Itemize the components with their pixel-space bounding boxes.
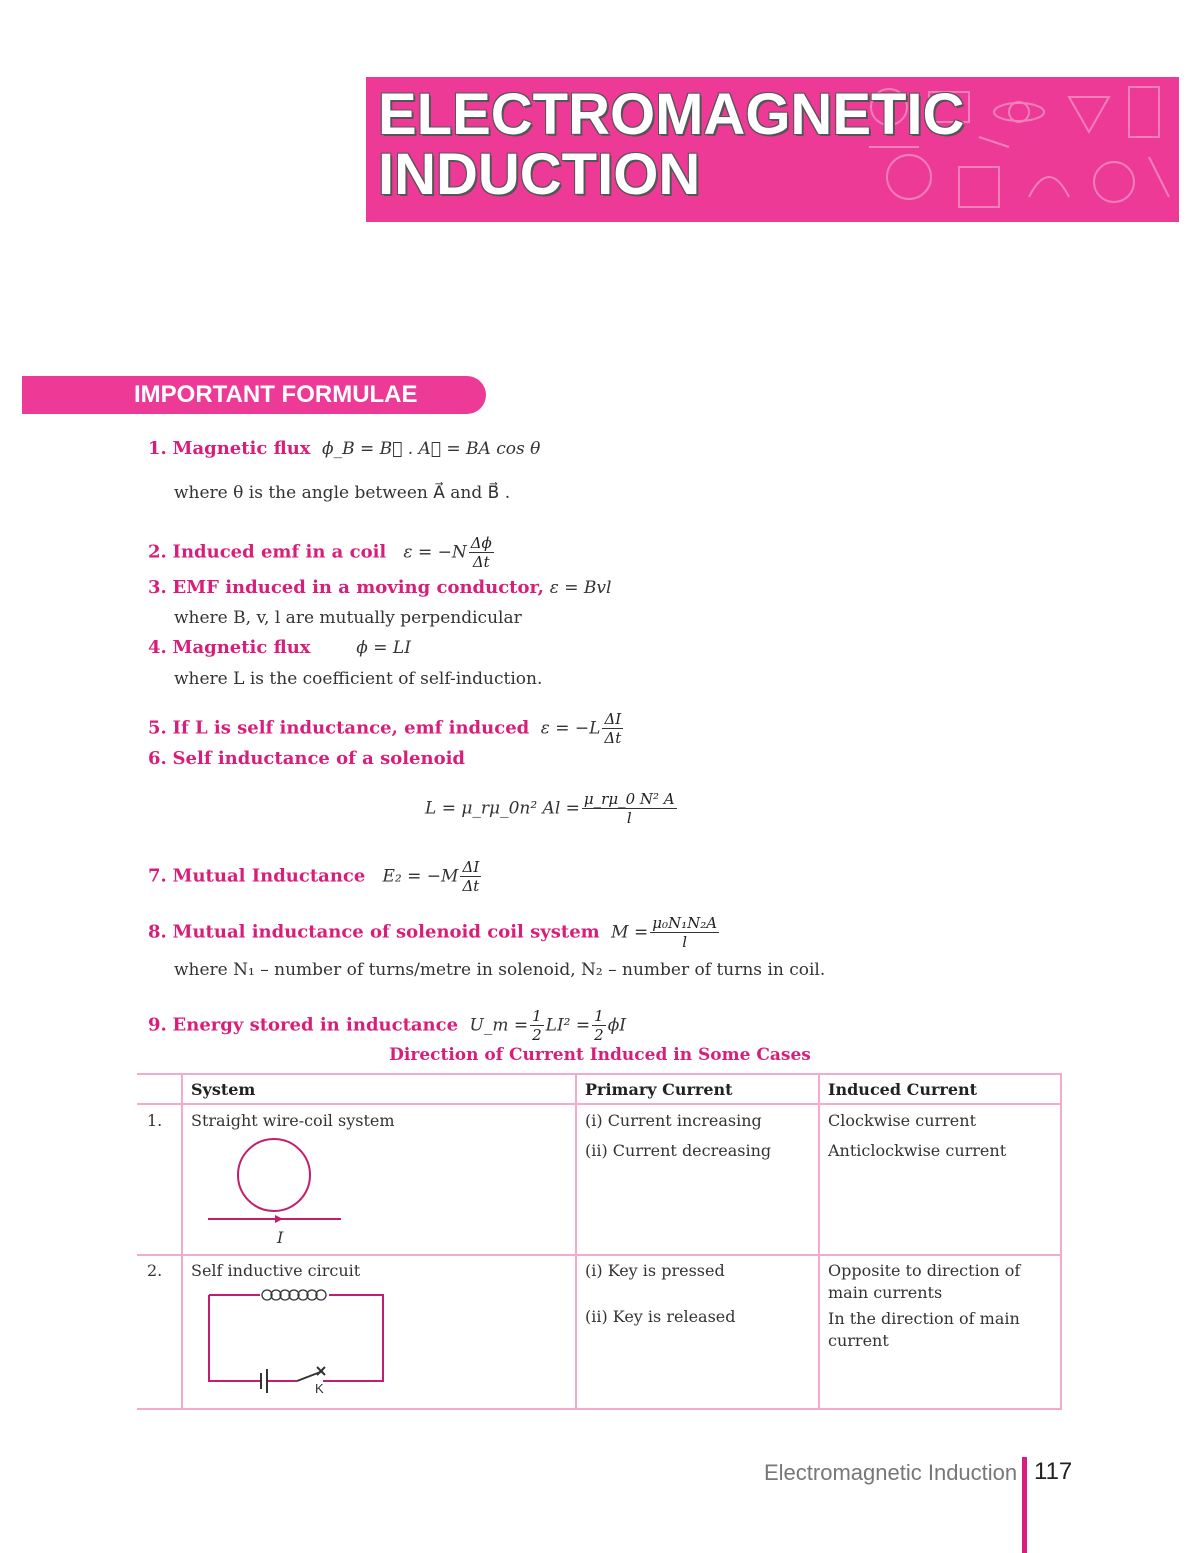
formula-equation: E₂ = −M xyxy=(382,866,459,887)
denominator: Δt xyxy=(604,729,622,747)
formula-8 xyxy=(148,914,721,951)
induced-current-1: Opposite to direction of main currents xyxy=(828,1261,1021,1302)
formula-8-note: where N₁ – number of turns/metre in solenoid, N₂ – number of turns in coil. xyxy=(174,960,826,980)
footer-accent-bar xyxy=(1022,1457,1027,1553)
section-heading-pill xyxy=(22,376,486,414)
formula-number: 9. xyxy=(148,1014,167,1036)
table-caption: Direction of Current Induced in Some Cases xyxy=(389,1045,811,1065)
formula-2 xyxy=(148,534,496,571)
numerator: 1 xyxy=(594,1007,604,1025)
formula-title: EMF induced in a moving conductor, xyxy=(172,577,544,598)
formula-equation: ϕ = LI xyxy=(356,638,411,658)
numerator: 1 xyxy=(532,1007,542,1025)
formula-equation: L = μ_rμ_0n² Al = xyxy=(425,798,580,819)
formula-number: 7. xyxy=(148,865,167,887)
footer-chapter-name: Electromagnetic Induction xyxy=(764,1460,1018,1485)
formula-title: Mutual inductance of solenoid coil system xyxy=(172,921,600,943)
chapter-title-line-2: INDUCTION xyxy=(378,142,701,207)
formula-5 xyxy=(148,710,625,747)
denominator: l xyxy=(626,809,632,827)
primary-current-1: (i) Key is pressed xyxy=(585,1261,725,1280)
formula-title: Magnetic flux xyxy=(172,438,311,459)
formula-number: 2. xyxy=(148,541,167,563)
row-system: Self inductive circuit xyxy=(191,1261,361,1280)
fraction xyxy=(592,1007,606,1044)
fraction xyxy=(530,1007,544,1044)
formula-equation-end: ϕI xyxy=(607,1015,626,1036)
formula-equation: ε = −L xyxy=(540,718,601,739)
section-heading: IMPORTANT FORMULAE xyxy=(134,381,418,408)
formula-equation: ε = Bvl xyxy=(549,578,612,598)
table-column-divider xyxy=(818,1073,820,1410)
formula-number: 8. xyxy=(148,921,167,943)
formula-7 xyxy=(148,858,483,895)
fraction xyxy=(582,790,677,827)
formula-3-note: where B, v, l are mutually perpendicular xyxy=(174,608,522,628)
chapter-title-line-1: ELECTROMAGNETIC xyxy=(378,82,965,147)
formula-title: Induced emf in a coil xyxy=(172,541,387,563)
wire-coil-diagram xyxy=(203,1135,413,1250)
fraction xyxy=(460,858,481,895)
chapter-title xyxy=(378,82,965,207)
formula-6 xyxy=(148,748,465,770)
formula-number: 5. xyxy=(148,717,167,739)
induced-current-1: Clockwise current xyxy=(828,1111,976,1130)
formula-equation: ϕ_B = B⃗ . A⃗ = BA cos θ xyxy=(321,439,541,459)
key-label: K xyxy=(315,1381,324,1396)
primary-current-2: (ii) Current decreasing xyxy=(585,1141,772,1160)
formula-title: If L is self inductance, emf induced xyxy=(172,717,530,739)
formula-equation: ε = −N xyxy=(403,542,467,563)
table-border-top xyxy=(137,1073,1062,1075)
formula-title: Self inductance of a solenoid xyxy=(172,748,466,769)
row-system: Straight wire-coil system xyxy=(191,1111,395,1130)
row-index: 2. xyxy=(147,1261,163,1280)
formula-title: Magnetic flux xyxy=(172,637,311,658)
formula-number: 3. xyxy=(148,577,167,598)
formula-3 xyxy=(148,577,611,599)
induced-current-2: In the direction of main current xyxy=(828,1309,1020,1350)
primary-current-2: (ii) Key is released xyxy=(585,1307,736,1326)
numerator: μ₀N₁N₂A xyxy=(652,914,718,932)
formula-equation: M = xyxy=(611,922,649,943)
numerator: μ_rμ_0 N² A xyxy=(583,790,675,808)
formula-9 xyxy=(148,1007,626,1044)
formula-title: Mutual Inductance xyxy=(172,865,366,887)
formula-equation: U_m = xyxy=(469,1015,529,1036)
chapter-banner xyxy=(366,77,1179,222)
header-system: System xyxy=(191,1080,256,1099)
self-inductive-circuit-diagram xyxy=(205,1285,390,1400)
table-column-divider xyxy=(181,1073,183,1410)
numerator: Δϕ xyxy=(470,534,492,552)
header-induced-current: Induced Current xyxy=(828,1080,978,1099)
formula-number: 4. xyxy=(148,637,167,658)
header-primary-current: Primary Current xyxy=(585,1080,733,1099)
formula-equation-middle: LI² = xyxy=(545,1015,591,1036)
table-column-divider xyxy=(575,1073,577,1410)
formula-number: 6. xyxy=(148,748,167,769)
formula-6-equation xyxy=(425,790,679,827)
fraction xyxy=(602,710,623,747)
formula-1 xyxy=(148,438,540,460)
formula-number: 1. xyxy=(148,438,167,459)
formula-title: Energy stored in inductance xyxy=(172,1014,459,1036)
formula-1-note: where θ is the angle between A⃗ and B⃗ . xyxy=(174,483,511,503)
table-header-divider xyxy=(137,1103,1062,1105)
table-border-right xyxy=(1060,1073,1062,1410)
row-index: 1. xyxy=(147,1111,163,1130)
table-border-bottom xyxy=(137,1408,1062,1410)
table-row-divider xyxy=(137,1254,1062,1256)
formula-4 xyxy=(148,637,411,659)
fraction xyxy=(650,914,719,951)
induced-current-2: Anticlockwise current xyxy=(828,1141,1007,1160)
denominator: 2 xyxy=(594,1026,604,1044)
denominator: 2 xyxy=(532,1026,542,1044)
current-label: I xyxy=(277,1228,284,1247)
denominator: Δt xyxy=(472,553,490,571)
primary-current-1: (i) Current increasing xyxy=(585,1111,762,1130)
formula-4-note: where L is the coefficient of self-induction. xyxy=(174,669,543,689)
numerator: ΔI xyxy=(602,710,623,729)
denominator: Δt xyxy=(462,877,480,895)
induced-current-table xyxy=(137,1073,1062,1410)
denominator: l xyxy=(682,933,688,951)
fraction xyxy=(469,534,494,571)
page-number: 117 xyxy=(1034,1458,1073,1485)
numerator: ΔI xyxy=(460,858,481,877)
